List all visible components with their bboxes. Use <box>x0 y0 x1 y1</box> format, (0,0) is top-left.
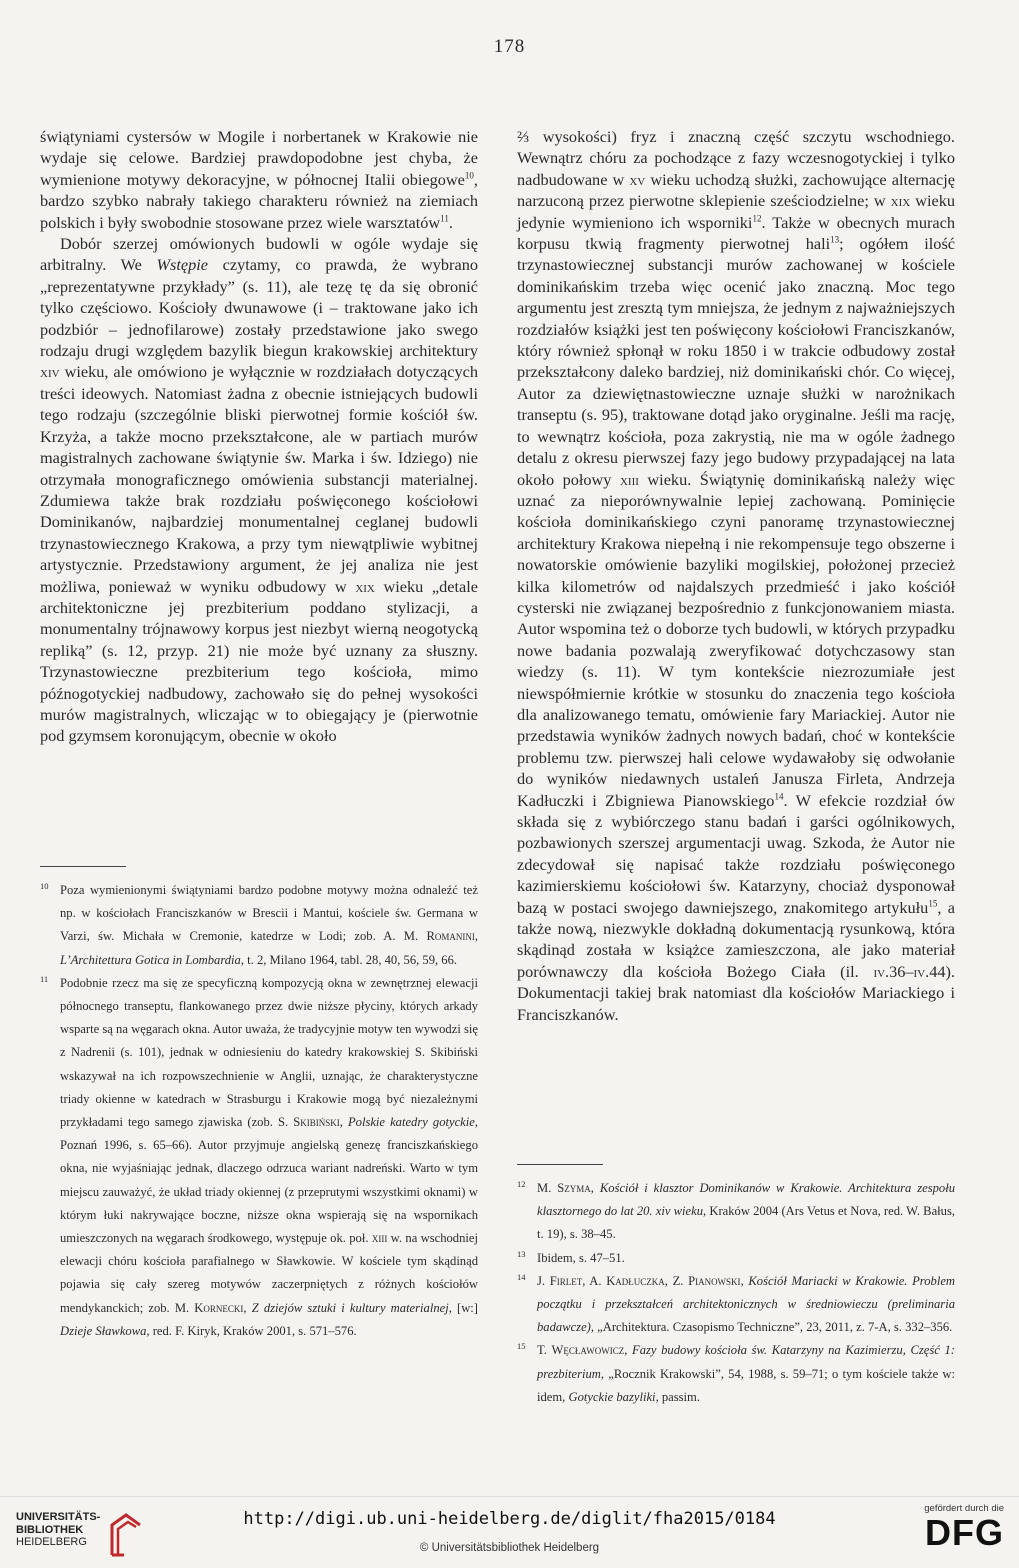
document-url-link[interactable]: http://digi.ub.uni-heidelberg.de/diglit/fha2015/0184 <box>243 1509 776 1529</box>
footnote-rule <box>517 1164 603 1165</box>
footnote: 12 M. Szyma, Kościół i klasztor Dominikanów w Krakowie. Architektura zespołu klasztornego do lat 20. xiv wieku, Kraków 2004 (Ars Vetus et Nova, red. W. Bałus, t. 19), s. 38–45. <box>517 1179 956 1242</box>
dfg-caption: gefördert durch die <box>924 1503 1004 1514</box>
footnotes-left <box>40 866 478 1343</box>
footnote: 14 J. Firlet, A. Kadłuczka, Z. Pianowski, Kościół Mariacki w Krakowie. Problem początku i przekształceń architektonicznych w średniowieczu (preliminaria badawcze), „Architektura. Czasopismo Techniczne”, 23, 2011, z. 7-A, s. 332–356. <box>517 1271 955 1335</box>
footnotes-right <box>517 1164 955 1409</box>
footnote: 10 Poza wymienionymi świątyniami bardzo podobne motywy można odnaleźć też np. w kościołach Franciszkanów w Brescii i Mantui, kościele św. Germana w Varzi, św. Michała w Cremonie, katedrze w Lodi; zob. A. M. Romanini, L’Architettura Gotica in Lombardia, t. 2, Milano 1964, tabl. 28, 40, 56, 59, 66. <box>40 881 478 967</box>
footnote-rule <box>40 866 126 867</box>
left-column <box>40 126 478 747</box>
footnote: 13 Ibidem, s. 47–51. <box>517 1248 625 1265</box>
footnote: 11 Podobnie rzecz ma się ze specyficzną kompozycją okna w zewnętrznej elewacji północnego transeptu, flankowanego przez dwie niższe płyciny, których arkady wsparte są na węgarach okna. Autor uważa, że tradycyjnie motyw ten wywodzi się z Nadrenii (s. 101), jednak w odniesieniu do katedry krakowskiej S. Skibiński wskazywał na ich rozpowszechnienie w Anglii, uznając, że charakterystyczne triady okienne w katedrach w Strasburgu i Krakowie mogą być niezależnymi przykładami tego samego zjawiska (zob. S. Skibiński, Polskie katedry gotyckie, Poznań 1996, s. 65–66). Autor przyjmuje angielską genezę franciszkańskiego okna, nie wyjaśniając jednak, dlaczego odrzuca wariant nadreński. Warto w tym miejscu zauważyć, że układ triady okiennej (z przeprutymi wszystkimi oknami) w którym łuki nakrywające boczne, niższe okna wspierają się na wspornikach umieszczonych na węgarach środkowego, występuje ok. poł. xiii w. na wschodniej elewacji chóru kościoła parafialnego w Sławkowie. W kościele tym skądinąd pojawia się cały szereg motywów zaczerpniętych z różnych kościołów mendykanckich; zob. M. Kornecki, Z dziejów sztuki i kultury materialnej, [w:] Dzieje Sławkowa, red. F. Kiryk, Kraków 2001, s. 571–576. <box>40 973 479 1338</box>
copyright-notice: © Universitätsbibliothek Heidelberg <box>419 1542 600 1554</box>
page-number: 178 <box>493 36 526 57</box>
paragraph: świątyniami cystersów w Mogile i norbertanek w Krakowie nie wydaje się celowe. Bardziej prawdopodobne jest chyba, że wymienione motywy dekoracyjne, w północnej Italii obiegowe$^{10}$, bardzo szybko nabrały takiego charakteru również na ziemiach polskich i były swobodnie stosowane przez wiele warsztatów$^{11}$. <box>40 127 478 232</box>
library-name: UNIVERSITÄTS- BIBLIOTHEK HEIDELBERG <box>16 1511 101 1548</box>
footnote: 15 T. Węcławowicz, Fazy budowy kościoła św. Katarzyny na Kazimierzu, Część 1: prezbiterium, „Rocznik Krakowski”, 54, 1988, s. 59–71; o tym kościele także w: idem, Gotyckie bazyliki, passim. <box>517 1341 956 1404</box>
digitization-footer <box>0 1496 1019 1568</box>
dfg-wordmark: DFG <box>925 1512 1004 1553</box>
paragraph: ⅔ wysokości) fryz i znaczną część szczytu wschodniego. Wewnątrz chóru za pochodzące z fazy wczesnogotyckiej i tylko nadbudowane w xv wieku uchodzą służki, zachowujące alternację narzuconą przez pierwotne sklepienie sześciodzielne; w xix wieku jedynie wymieniono ich wsporniki$^{12}$. Także w obecnych murach korpusu tkwią fragmenty pierwotnej hali$^{13}$; ogółem ilość trzynastowiecznej substancji murów zachowanej w kościele dominikańskim trzeba więc ocenić jako znaczną. Moc tego argumentu jest zresztą tym mniejsza, że jednym z najważniejszych rozdziałów książki jest ten poświęcony kościołowi Franciszkanów, który również spłonął w roku 1850 i w trakcie odbudowy został przekształcony daleko bardziej, niż dominikański chór. Co więcej, Autor za dziewiętnastowieczne uznaje służki w narożnikach transeptu (s. 95), traktowane dotąd jako oryginalne. Jeśli ma rację, to wewnątrz kościoła, poza zakrystią, nie ma w ogóle żadnego detalu z okresu pierwszej fazy jego budowy przypadającej na lata około połowy xiii wieku. Świątynię dominikańską należy więc uznać za nieporównywalnie lepiej zachowaną. Pominięcie kościoła dominikańskiego czyni panoramę trzynastowiecznej architektury Krakowa niepełną i nie rekompensuje tego obszerne i nowatorskie omówienie bazyliki mogilskiej, położonej przecież kilka kilometrów od najdalszych przedmieść i jako kościół cysterski nie związanej bezpośrednio z funkcjonowaniem miasta. Autor wspomina też o doborze tych budowli, w których przypadku nowe badania pozwalają zweryfikować dotychczasowy stan wiedzy (s. 11). W tym kontekście niezrozumiałe jest niewspółmiernie krótkie w stosunku do znaczenia tego kościoła dla analizowanego tematu, omówienie fary Mariackiej. Autor nie przedstawia wyników żadnych nowych badań, choć w kontekście problemu tzw. pierwszej hali celowe wydawałoby się odwołanie do wyników niedawnych ustaleń Janusza Firleta, Andrzeja Kadłuczki i Zbigniewa Pianowskiego$^{14}$. W efekcie rozdział ów składa się z wybiórczego stanu badań i garści ogólnikowych, pozbawionych szerszej argumentacji uwag. Szkoda, że Autor nie zdecydował się napisać także rozdziału poświęconego kazimierskiemu kościołowi św. Katarzyny, chociaż dysponował bazą w postaci swojego dawniejszego, znakomitego artykułu$^{15}$, a także nową, niezwykle dokładną dokumentacją rysunkową, która skądinąd została w książce zamieszczona, ale jako materiał porównawczy dla kościoła Bożego Ciała (il. iv.36–iv.44). Dokumentacji takiej brak natomiast dla kościołów Mariackiego i Franciszkanów. <box>517 127 956 1024</box>
right-column <box>517 126 955 1025</box>
dfg-logo[interactable] <box>900 1503 1004 1563</box>
paragraph: Dobór szerzej omówionych budowli w ogóle wydaje się arbitralny. We Wstępie czytamy, co prawda, że wybrano „reprezentatywne przykłady” (s. 11), ale tezę tę da się obronić tylko częściowo. Kościoły dwunawowe (i – traktowane jako ich podzbiór – jednofilarowe) zostały przedstawione jako swego rodzaju drugi względem bazylik biegun krakowskiej architektury xiv wieku, ale omówiono je wyłącznie w rozdziałach dotyczących treści ideowych. Natomiast żadna z obecnie istniejących budowli tego rodzaju (szczególnie bliski pierwotnej formie kościół św. Krzyża, a także mocno przekształcone, ale w partiach murów magistralnych zachowane świątynie św. Marka i św. Idziego) nie otrzymała monograficznego omówienia substancji materialnej. Zdumiewa także brak rozdziału poświęconego kościołowi Dominikanów, najbardziej monumentalnej ceglanej budowli trzynastowiecznego Krakowa, a przy tym niewątpliwie wybitnej artystycznie. Przedstawiony argument, że jej analiza nie jest możliwa, ponieważ w wyniku odbudowy w xix wieku „detale architektoniczne jej prezbiterium poddano stylizacji, a monumentalny trójnawowy korpus jest niezbyt wierną neogotycką repliką” (s. 12, przyp. 21) nie może być uznany za słuszny. Trzynastowieczne prezbiterium tego kościoła, mimo późnogotyckiej nadbudowy, zachowało się do pełnej wysokości murów magistralnych, wliczając w to obiegający je (pierwotnie pod gzymsem koronującym, obecnie w około <box>40 234 478 746</box>
